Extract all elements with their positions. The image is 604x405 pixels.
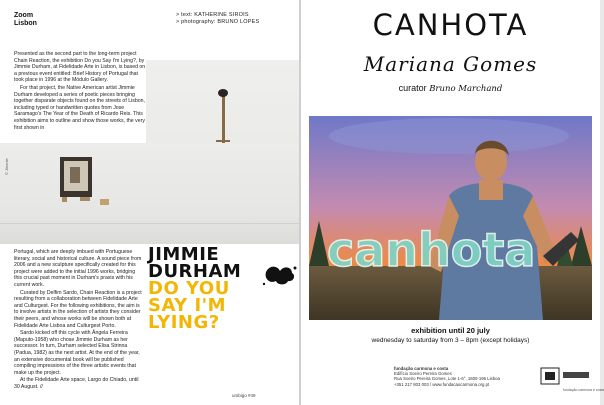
ink-splatter-graphic [262,262,298,288]
right-page [301,0,604,405]
paragraph: At the Fidelidade Arte space, Largo do Chiado, until 30 August. // [14,377,139,390]
headline-title-2: SAY I'M [148,295,227,316]
curator-name: Bruno Marchand [429,84,503,94]
foundation-address [394,366,500,387]
paragraph: Sardo kicked off this cycle with Ângela Ferreira (Maputo-1958) who chose Jimmie Durham as her successor. In turn, Durham selected Elisa Strinna (Padua, 1982) as the next artist. At the end of the year, an extensive documental book will be published compiling impressions of the three artistic events that make up the project. [14,330,140,376]
paragraph: Portugal, which are deeply imbued with Portuguese literary, social and historical culture. A sound piece from 2006 and a new sculpture specifically created for this project were added to the initial 1996 works, bridging this crucial past moment in Durham's praxis with his current work. [14,249,142,288]
ad-title: CANHOTA [372,8,529,42]
headline-title-3: LYING? [148,312,220,333]
paragraph: Presented as the second part to the long-term project Chain Reaction, the exhibition Do you Say I'm Lying?, by Jimmie Durham, at Fidelidade Arte in Lisbon, is based on a previous event entitled: Brief History of Portugal that took place in 1996 at the Módulo Gallery. [14,51,146,84]
article-body-top [14,51,146,132]
credit-text: > text: KATHERINE SIROIS [176,12,249,18]
foundation-street: Rua Soeiro Pereira Gomes, Lote 1-6°, 1600-196 Lisboa [394,376,500,382]
painting-artwork [309,116,592,320]
foundation-contact: +351 217 803 003 / www.fundacaocarmona.org.pt [394,381,490,387]
section-title: Zoom [14,12,34,19]
painted-word: canhota [327,223,536,277]
photo-side-caption: © Jimmie [4,158,9,175]
exhibition-dates: exhibition until 20 july [411,326,490,335]
foundation-building: Edifício Soeiro Pereira Gomes [394,371,452,377]
sculpture-box-illustration [0,143,146,244]
foundation-logo-icon [541,366,591,386]
section-label [14,12,37,28]
credits [176,12,259,26]
opening-hours: wednesday to saturday from 3 – 8pm (except holidays) [371,337,530,344]
ad-curator [301,83,600,94]
gallery-photo [0,143,299,244]
article-headline [148,246,298,331]
left-page [0,0,299,405]
foundation-name: fundação carmona e costa [394,366,449,371]
section-city: Lisbon [14,20,37,27]
headline-title-1: DO YOU [148,278,230,299]
headline-artist-first: JIMMIE [148,244,220,265]
painting-illustration [309,116,592,320]
page-folio: umbigo #49 [232,393,256,398]
logo-text: fundação carmona e costa [563,388,604,392]
paragraph: For that project, the Native American artist Jimmie Durham developed a series of poetic pieces bringing together disparate objects found on the streets of Lisbon, including typed or handwritten quotes from Jose Saramago's The Year of the Death of Ricardo Reis. This exhibition aims to outline and show those works, the very first shown in [14,84,145,131]
article-body-bottom [14,249,142,391]
curator-label: curator [398,83,427,93]
ad-artist: Mariana Gomes [363,52,538,76]
credit-photo: > photography: BRUNO LOPES [176,19,260,25]
paragraph: Curated by Delfim Sardo, Chain Reaction is a project resulting from a collaboration between Fidelidade Arte and Culturgest. For the following exhibitions, the aim is to involve artists in the selection of artists they consider their peers, and whose works will be shown both at Fidelidade Arte Lisboa and Culturgest Porto. [14,289,142,329]
headline-artist-last: DURHAM [148,261,242,282]
